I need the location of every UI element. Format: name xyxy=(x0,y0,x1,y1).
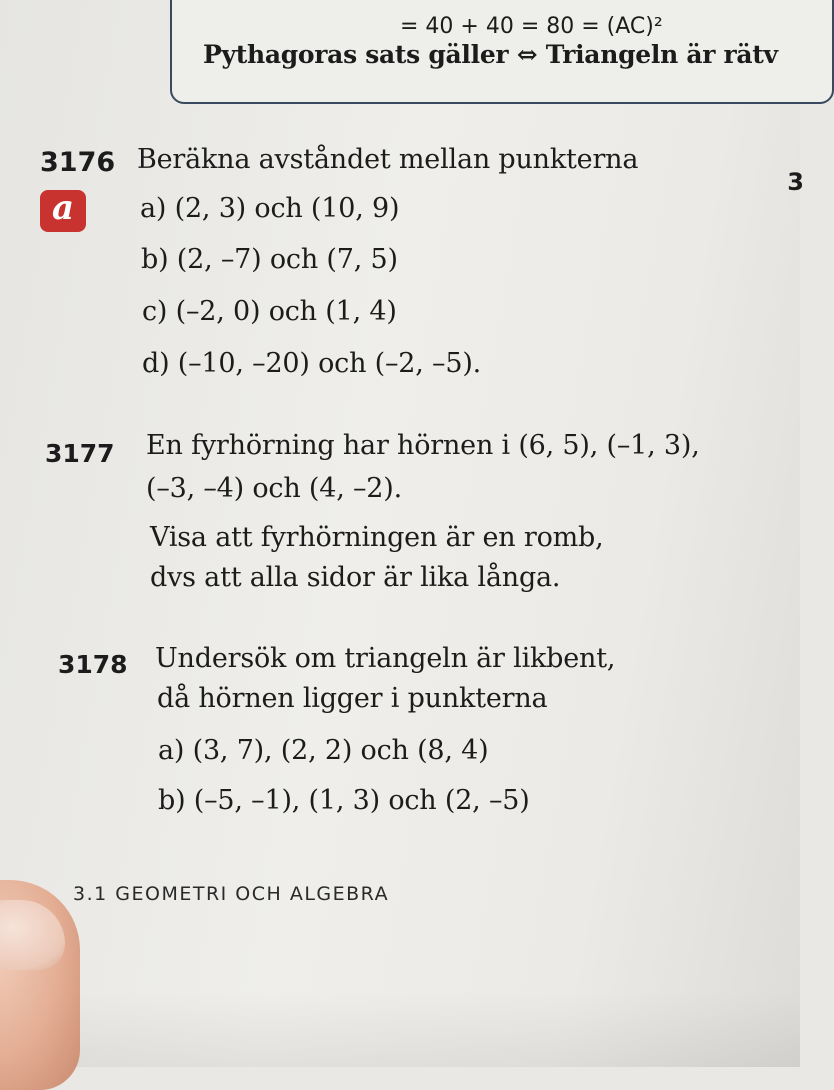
problem-item: b) (–5, –1), (1, 3) och (2, –5) xyxy=(158,785,530,816)
problem-number: 3177 xyxy=(45,439,115,468)
problem-text: (–3, –4) och (4, –2). xyxy=(146,473,402,504)
problem-item: a) (3, 7), (2, 2) och (8, 4) xyxy=(158,735,489,766)
margin-number: 3 xyxy=(787,168,804,196)
problem-title: Beräkna avståndet mellan punkterna xyxy=(137,144,639,175)
box-formula: = 40 + 40 = 80 = (AC)² xyxy=(400,14,663,39)
problem-number: 3176 xyxy=(40,147,116,178)
level-badge xyxy=(40,190,86,232)
problem-text: dvs att alla sidor är lika långa. xyxy=(150,562,561,593)
problem-text: då hörnen ligger i punkterna xyxy=(157,683,548,714)
problem-item: c) (–2, 0) och (1, 4) xyxy=(142,296,397,327)
alpha-icon: a xyxy=(51,188,75,228)
problem-item: d) (–10, –20) och (–2, –5). xyxy=(142,348,482,379)
problem-number: 3178 xyxy=(58,650,128,679)
chapter-footer: 3.1 GEOMETRI OCH ALGEBRA xyxy=(73,883,390,905)
problem-text: En fyrhörning har hörnen i (6, 5), (–1, 3), xyxy=(146,430,700,461)
problem-item: b) (2, –7) och (7, 5) xyxy=(141,244,398,275)
problem-text: Visa att fyrhörningen är en romb, xyxy=(150,522,604,553)
box-rule: Pythagoras sats gäller ⇔ Triangeln är rätv xyxy=(203,40,778,69)
page-shadow xyxy=(0,990,800,1067)
problem-item: a) (2, 3) och (10, 9) xyxy=(140,193,400,224)
problem-text: Undersök om triangeln är likbent, xyxy=(155,643,616,674)
